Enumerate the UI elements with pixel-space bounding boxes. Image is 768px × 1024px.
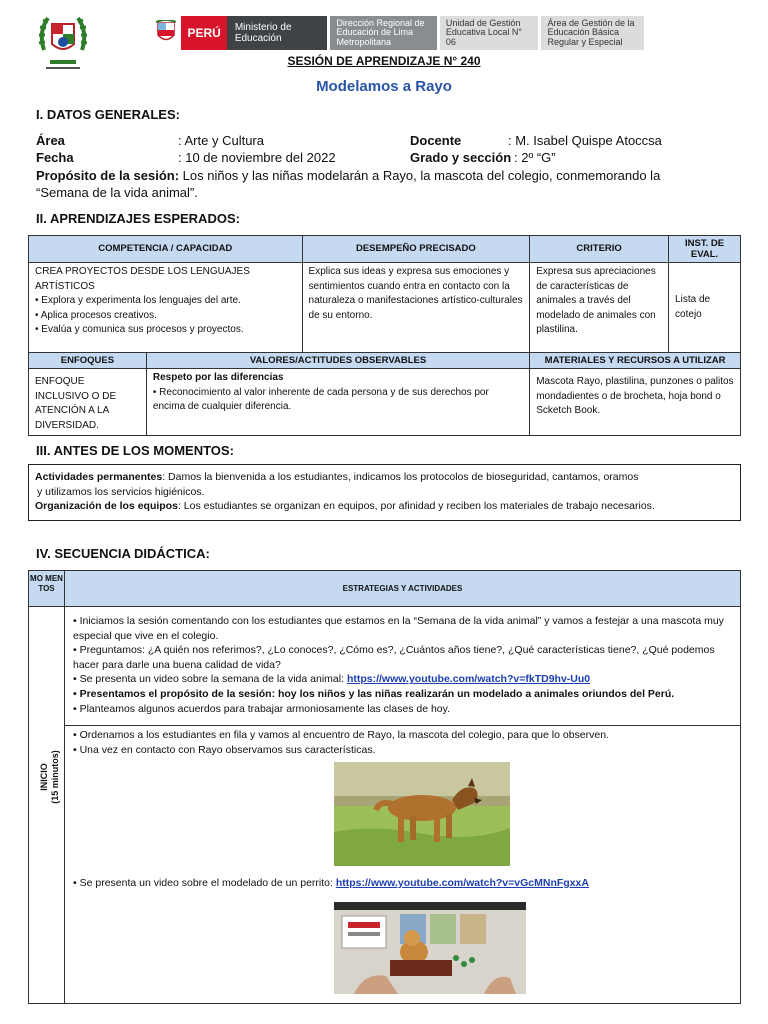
momento-inicio-label <box>39 747 61 807</box>
organizacion-label: Organización de los equipos <box>35 500 178 512</box>
competencia-item: • Explora y experimenta los lenguajes del arte. <box>35 295 241 306</box>
header-valores: VALORES/ACTITUDES OBSERVABLES <box>146 353 529 369</box>
proposito-value: Los niños y las niñas modelarán a Rayo, la mascota del colegio, conmemorando la <box>179 168 661 183</box>
proposito-label: Propósito de la sesión: <box>36 168 180 183</box>
header-desempeno: DESEMPEÑO PRECISADO <box>302 236 530 263</box>
actividades-cell-1 <box>65 607 740 726</box>
actividades-text-2: y utilizamos los servicios higiénicos. <box>37 485 205 498</box>
actividades-label: Actividades permanentes <box>35 471 163 483</box>
grado-value: : 2º “G” <box>514 150 556 165</box>
ministerio-label: Ministerio de Educación <box>227 16 328 50</box>
materiales-cell: Mascota Rayo, plastilina, punzones o palitos mondadientes o de brocheta, hoja bond o Scketch Book. <box>530 369 741 436</box>
area-label: Área <box>36 133 65 148</box>
section-heading-aprendizajes: II. APRENDIZAJES ESPERADOS: <box>36 211 240 226</box>
proposito-value-2: “Semana de la vida animal”. <box>36 185 198 200</box>
institutional-banner <box>150 16 644 50</box>
section-heading-antes: III. ANTES DE LOS MOMENTOS: <box>36 443 234 458</box>
dre-label: Dirección Regional de Educación de Lima Metropolitana <box>330 16 436 50</box>
antes-box <box>28 464 741 521</box>
ugel-label: Unidad de Gestión Educativa Local N° 06 <box>440 16 539 50</box>
section-heading-datos: I. DATOS GENERALES: <box>36 107 180 122</box>
header-enfoques: ENFOQUES <box>29 353 147 369</box>
header-competencia: COMPETENCIA / CAPACIDAD <box>29 236 303 263</box>
valor-text: • Reconocimiento al valor inherente de cada persona y de sus derechos por encima de cualquier diferencia. <box>152 386 489 412</box>
actividad-item: • Iniciamos la sesión comentando con los estudiantes que estamos en la “Semana de la vida animal” y vamos a festejar a una mascota muy especial que vive en el colegio. <box>73 615 724 642</box>
momento-inicio-cell <box>29 607 65 1003</box>
actividad-item: • Presentamos el propósito de la sesión: hoy los niños y las niñas realizarán un modelado a animales oriundos del Perú. <box>73 687 675 700</box>
actividad-item: • Preguntamos: ¿A quién nos referimos?, ¿Lo conoces?, ¿Cómo es?, ¿Cuántos años tiene?, ¿Qué características tiene?, ¿Qué podemos hacer para darle una buena calidad de vida? <box>73 644 715 671</box>
fecha-label: Fecha <box>36 150 74 165</box>
session-number: SESIÓN DE APRENDIZAJE N° 240 <box>287 54 481 68</box>
header-momentos: MO MEN TOS <box>29 571 65 607</box>
competencia-item: • Evalúa y comunica sus procesos y proyectos. <box>35 324 244 335</box>
peru-label: PERÚ <box>181 16 226 50</box>
actividad-item: • Planteamos algunos acuerdos para trabajar armoniosamente las clases de hoy. <box>73 702 451 715</box>
header-materiales: MATERIALES Y RECURSOS A UTILIZAR <box>530 353 741 369</box>
competencia-cell <box>29 263 303 353</box>
secuencia-table <box>28 570 741 1004</box>
section-heading-secuencia: IV. SECUENCIA DIDÁCTICA: <box>36 546 210 561</box>
actividades-text: : Damos la bienvenida a los estudiantes, indicamos los protocolos de bioseguridad, cantamos, oramos <box>162 471 639 483</box>
video-link-modelado-perrito[interactable]: https://www.youtube.com/watch?v=vGcMNnFgxxA <box>335 877 589 889</box>
actividades-cell-2 <box>65 726 740 1003</box>
video-thumbnail[interactable] <box>334 902 526 994</box>
valores-cell <box>146 369 529 436</box>
valor-title: Respeto por las diferencias <box>152 372 284 383</box>
peru-shield-icon <box>150 16 181 50</box>
docente-label: Docente <box>410 133 462 148</box>
grado-label: Grado y sección <box>410 150 512 165</box>
organizacion-text: : Los estudiantes se organizan en equipos, por afinidad y reciben los materiales de trabajo necesarios. <box>177 500 655 512</box>
inicio-label: INICIO <box>39 763 49 791</box>
actividad-item <box>73 672 732 687</box>
header-estrategias: ESTRATEGIAS Y ACTIVIDADES <box>65 571 740 607</box>
criterio-cell: Expresa sus apreciaciones de características de animales a través del modelado de animales con plastilina. <box>530 263 669 353</box>
docente-value: : M. Isabel Quispe Atoccsa <box>508 133 662 148</box>
competencia-item: • Aplica procesos creativos. <box>35 309 157 321</box>
actividad-text: • Se presenta un video sobre la semana de la vida animal: <box>73 673 347 686</box>
document-header <box>0 0 768 80</box>
header-criterio: CRITERIO <box>530 236 669 263</box>
dog-photo <box>334 762 510 866</box>
fecha-value: : 10 de noviembre del 2022 <box>178 150 336 165</box>
actividad-item: • Ordenamos a los estudiantes en fila y vamos al encuentro de Rayo, la mascota del colegio, para que lo observen. <box>73 729 609 741</box>
header-instrumento: INST. DE EVAL. <box>669 236 741 263</box>
desempeno-cell: Explica sus ideas y expresa sus emociones y sentimientos cuando entra en contacto con la naturaleza o manifestaciones artístico-culturales de su entorno. <box>302 263 530 353</box>
actividad-item: • Una vez en contacto con Rayo observamos sus características. <box>73 743 376 756</box>
aprendizajes-table <box>28 235 741 436</box>
instrumento-cell: Lista de cotejo <box>669 263 741 353</box>
area-gestion-label: Área de Gestión de la Educación Básica Regular y Especial <box>541 16 644 50</box>
area-value: : Arte y Cultura <box>178 133 264 148</box>
video-link-vida-animal[interactable]: https://www.youtube.com/watch?v=fkTD9hv-Uu0 <box>346 673 591 686</box>
enfoque-cell: ENFOQUE INCLUSIVO O DE ATENCIÓN A LA DIVERSIDAD. <box>29 369 147 436</box>
page-title: Modelamos a Rayo <box>316 78 452 95</box>
actividad-text: • Se presenta un video sobre el modelado de un perrito: <box>73 877 336 889</box>
actividad-item <box>73 876 589 891</box>
inicio-time: (15 minutos) <box>50 750 60 804</box>
datos-proposito <box>36 167 736 201</box>
competencia-title: CREA PROYECTOS DESDE LOS LENGUAJES ARTÍSTICOS <box>35 266 250 292</box>
